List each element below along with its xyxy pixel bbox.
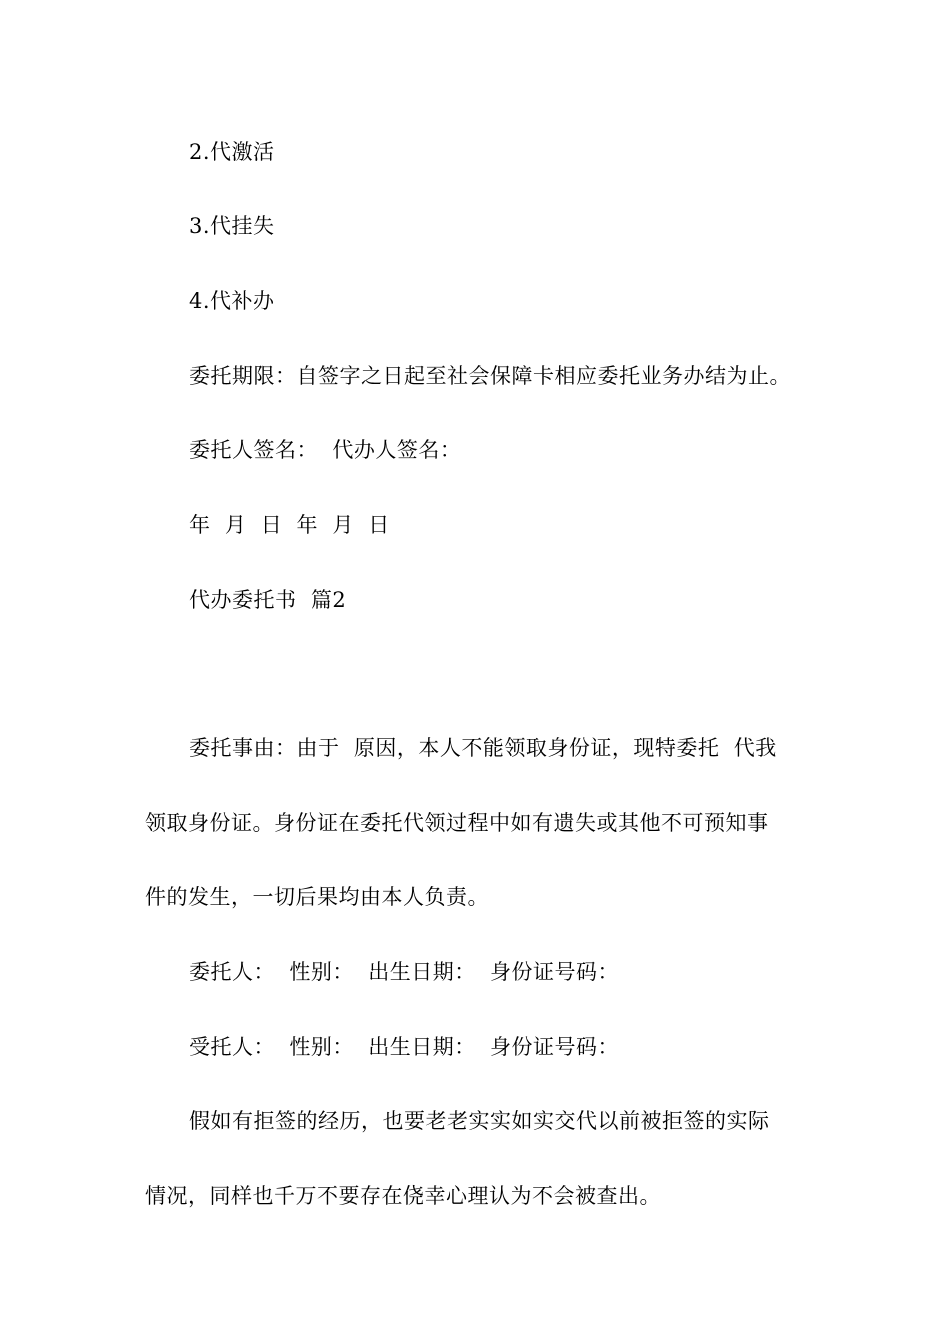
- advice-line-1: 假如有拒签的经历，也要老老实实如实交代以前被拒签的实际: [189, 1109, 770, 1133]
- principal-info: 委托人： 性别： 出生日期： 身份证号码：: [189, 960, 620, 984]
- date-line: 年 月 日 年 月 日: [189, 513, 390, 537]
- reason-line-3: 件的发生，一切后果均由本人负责。: [145, 885, 489, 909]
- advice-line-2: 情况，同样也千万不要存在侥幸心理认为不会被查出。: [145, 1184, 661, 1208]
- signature-line: 委托人签名： 代办人签名：: [189, 438, 462, 462]
- agent-info: 受托人： 性别： 出生日期： 身份证号码：: [189, 1035, 620, 1059]
- list-item-activate: 2.代激活: [189, 140, 275, 164]
- section-title: 代办委托书 篇2: [189, 588, 347, 612]
- reason-line-2: 领取身份证。身份证在委托代领过程中如有遗失或其他不可预知事: [145, 811, 769, 835]
- entrust-period: 委托期限：自签字之日起至社会保障卡相应委托业务办结为止。: [189, 364, 791, 388]
- reason-line-1: 委托事由：由于 原因，本人不能领取身份证，现特委托 代我: [189, 736, 777, 760]
- list-item-reissue: 4.代补办: [189, 289, 275, 313]
- list-item-report-loss: 3.代挂失: [189, 214, 275, 238]
